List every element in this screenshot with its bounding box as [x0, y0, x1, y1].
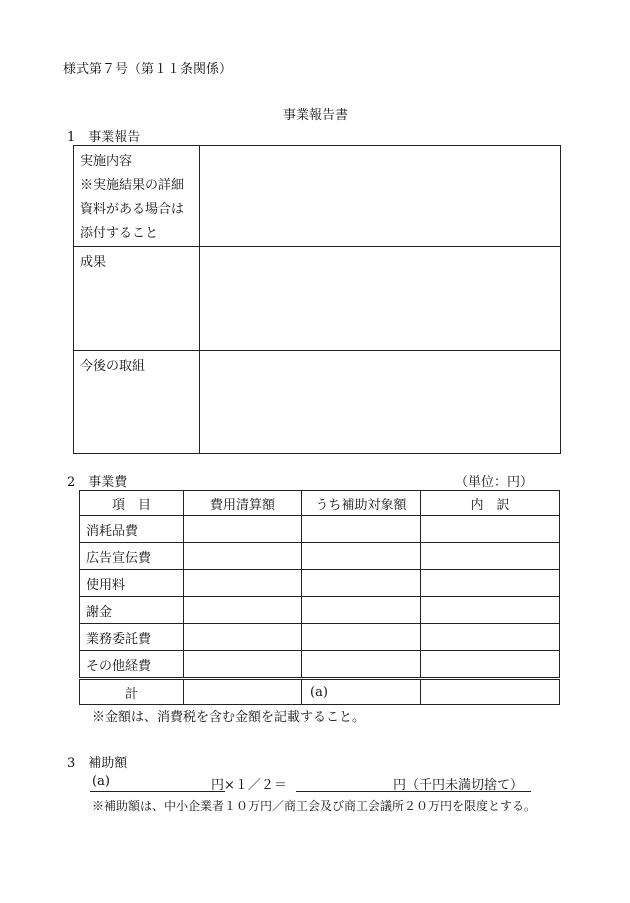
report-row-implementation	[74, 146, 561, 247]
report-label-line: 資料がある場合は	[80, 202, 185, 217]
column-header-settlement: 費用清算額	[184, 491, 302, 516]
section3-heading: 3 補助額	[67, 756, 128, 771]
subsidy-cell[interactable]	[302, 597, 421, 624]
implementation-content-cell[interactable]	[200, 146, 561, 247]
section2-heading: 2 事業費	[67, 475, 128, 490]
subsidy-cell[interactable]	[302, 651, 421, 679]
cost-table	[79, 490, 560, 705]
table-row	[80, 570, 560, 597]
total-subsidy-cell[interactable]	[302, 679, 421, 705]
report-row-results	[74, 247, 561, 351]
unit-label: （単位：円）	[455, 475, 534, 490]
form-number: 様式第７号（第１１条関係）	[63, 62, 233, 77]
report-label-implementation	[74, 146, 200, 247]
formula-a-mark: (a)	[92, 774, 110, 789]
section1-heading: 1 事業報告	[67, 130, 141, 145]
settlement-cell[interactable]	[184, 624, 302, 651]
total-settlement-cell[interactable]	[184, 679, 302, 705]
settlement-cell[interactable]	[184, 516, 302, 543]
report-row-future	[74, 351, 561, 454]
report-label-line: 成果	[80, 255, 107, 270]
breakdown-cell[interactable]	[421, 570, 560, 597]
item-label: その他経費	[80, 651, 184, 679]
item-label: 謝金	[80, 597, 184, 624]
report-table	[73, 145, 561, 454]
report-label-line: 添付すること	[80, 226, 159, 241]
subsidy-limit-note: ※補助額は、中小企業者１０万円／商工会及び商工会議所２０万円を限度とする。	[92, 799, 537, 813]
settlement-cell[interactable]	[184, 570, 302, 597]
column-header-subsidy-target: うち補助対象額	[302, 491, 421, 516]
results-content-cell[interactable]	[200, 247, 561, 351]
report-label-line: 今後の取組	[80, 359, 146, 374]
column-header-item: 項 目	[80, 491, 184, 516]
item-label: 消耗品費	[80, 516, 184, 543]
subsidy-result-field[interactable]	[296, 773, 531, 792]
cost-header-row	[80, 491, 560, 516]
item-label: 広告宣伝費	[80, 543, 184, 570]
subsidy-cell[interactable]	[302, 570, 421, 597]
formula-middle: 円×１／２＝	[211, 778, 287, 793]
total-breakdown-cell[interactable]	[421, 679, 560, 705]
breakdown-cell[interactable]	[421, 597, 560, 624]
settlement-cell[interactable]	[184, 597, 302, 624]
document-title: 事業報告書	[283, 108, 349, 123]
report-label-future	[74, 351, 200, 454]
subsidy-cell[interactable]	[302, 543, 421, 570]
item-label: 業務委託費	[80, 624, 184, 651]
report-label-results	[74, 247, 200, 351]
table-row	[80, 516, 560, 543]
total-label: 計	[80, 679, 184, 705]
breakdown-cell[interactable]	[421, 516, 560, 543]
breakdown-cell[interactable]	[421, 651, 560, 679]
total-row	[80, 679, 560, 705]
future-content-cell[interactable]	[200, 351, 561, 454]
tax-note: ※金額は、消費税を含む金額を記載すること。	[92, 710, 366, 725]
subsidy-base-field[interactable]	[90, 773, 225, 792]
report-label-line: 実施内容	[80, 154, 133, 169]
subsidy-total-mark: (a)	[310, 684, 328, 700]
breakdown-cell[interactable]	[421, 624, 560, 651]
column-header-breakdown: 内 訳	[421, 491, 560, 516]
breakdown-cell[interactable]	[421, 543, 560, 570]
item-label: 使用料	[80, 570, 184, 597]
subsidy-cell[interactable]	[302, 624, 421, 651]
subsidy-cell[interactable]	[302, 516, 421, 543]
table-row	[80, 597, 560, 624]
settlement-cell[interactable]	[184, 543, 302, 570]
formula-end: 円（千円未満切捨て）	[393, 778, 524, 793]
report-label-line: ※実施結果の詳細	[80, 178, 185, 193]
table-row	[80, 543, 560, 570]
table-row	[80, 651, 560, 679]
settlement-cell[interactable]	[184, 651, 302, 679]
table-row	[80, 624, 560, 651]
